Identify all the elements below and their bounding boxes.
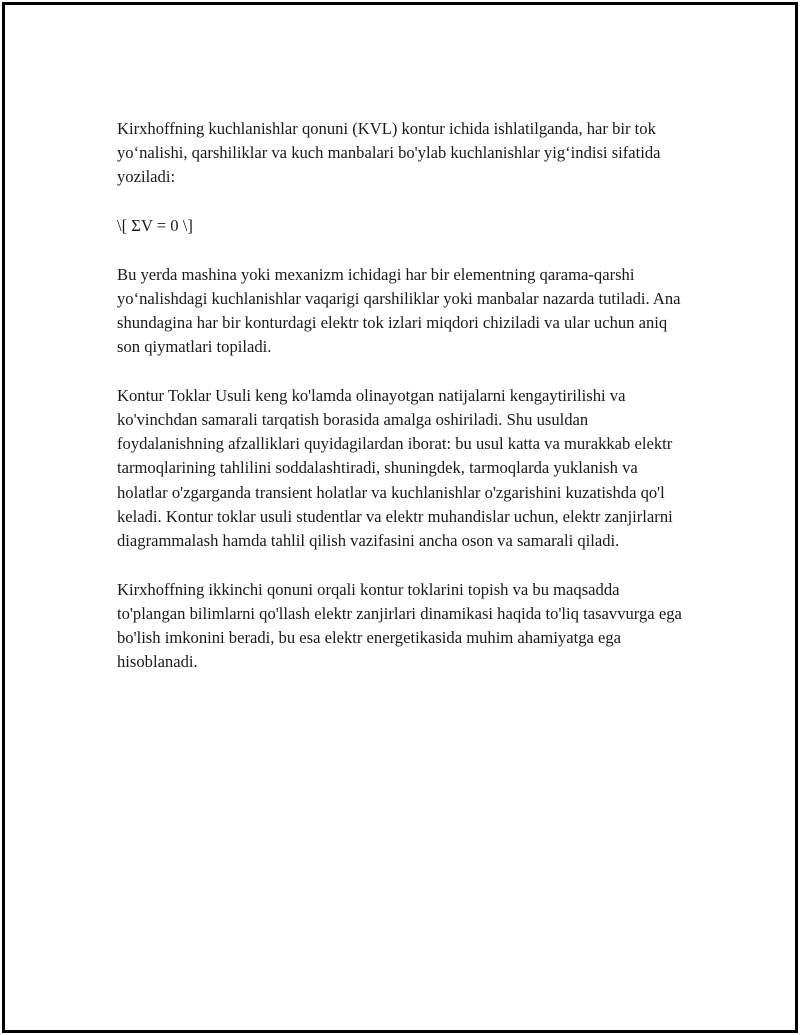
equation-kvl: \[ ΣV = 0 \] — [117, 216, 193, 235]
paragraph-kvl-intro: Kirxhoffning kuchlanishlar qonuni (KVL) kontur ichida ishlatilganda, har bir tok yo‘nalishi, qarshiliklar va kuch manbalari bo'ylab kuchlanishlar yig‘indisi sifatida yoziladi: — [117, 119, 661, 187]
document-body — [117, 117, 691, 699]
paragraph-mesh-method: Kontur Toklar Usuli keng ko'lamda olinayotgan natijalarni kengaytirilishi va ko'vinchdan samarali tarqatish borasida amalga oshiriladi. Shu usuldan foydalanishning afzalliklari quyidagilardan iborat: bu usul katta va murakkab elektr tarmoqlarining tahlilini soddalashtiradi, shuningdek, tarmoqlarda yuklanish va holatlar o'zgarganda transient holatlar va kuchlanishlar o'zgarishini kuzatishda qo'l keladi. Kontur toklar usuli studentlar va elektr muhandislar uchun, elektr zanjirlarni diagrammalash hamda tahlil qilish vazifasini ancha oson va samarali qiladi. — [117, 385, 673, 551]
paragraph-kvl-explanation: Bu yerda mashina yoki mexanizm ichidagi har bir elementning qarama-qarshi yo‘nalishdagi kuchlanishlar vaqarigi qarshiliklar yoki manbalar nazarda tutiladi. Ana shundagina har bir konturdagi elektr tok izlari miqdori chiziladi va ular uchun aniq son qiymatlari topiladi. — [117, 264, 681, 357]
paragraph-conclusion: Kirxhoffning ikkinchi qonuni orqali kontur toklarini topish va bu maqsadda to'plangan bilimlarni qo'llash elektr zanjirlari dinamikasi haqida to'liq tasavvurga ega bo'lish imkonini beradi, bu esa elektr energetikasida muhim ahamiyatga ega hisoblanadi. — [117, 579, 682, 672]
